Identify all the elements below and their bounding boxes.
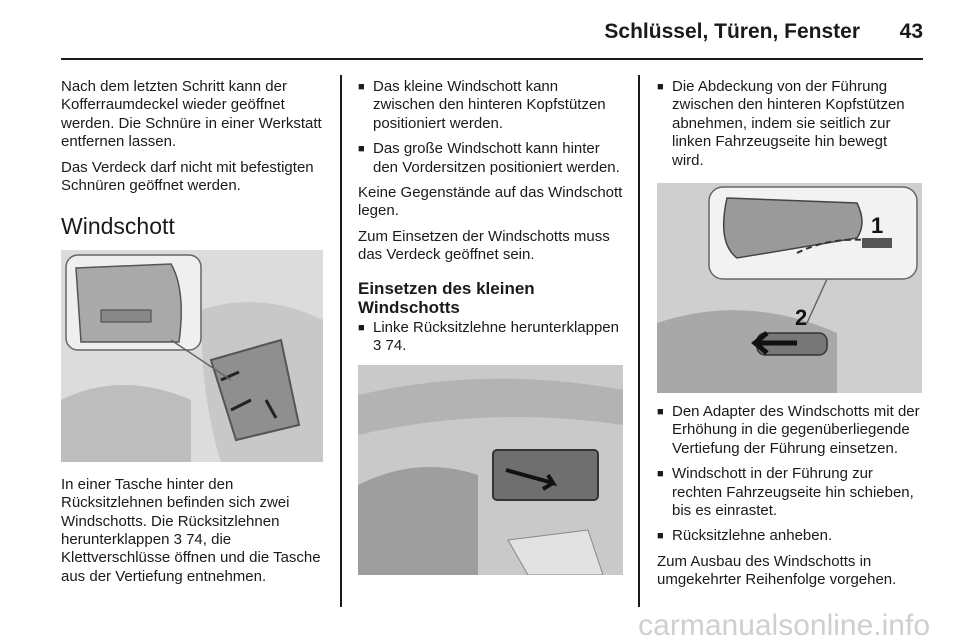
bullet-item-remove-cover: [657, 78, 922, 170]
paragraph-roof-warning: Das Verdeck darf nicht mit befestigten Schnüren geöffnet werden.: [61, 158, 314, 195]
bullet-icon: ■: [657, 530, 664, 543]
paragraph-removal: Zum Ausbau des Windschotts in umgekehrter Reihenfolge vorgehen.: [657, 552, 897, 589]
bullet-text: Das kleine Windschott kann zwischen den hinteren Kopfstützen positioniert werden.: [373, 78, 606, 132]
column-3: [657, 78, 922, 590]
paragraph-roof-open: Zum Einsetzen der Windschotts muss das Verdeck geöffnet sein.: [358, 227, 610, 264]
illustration-seat-pocket: [358, 365, 623, 575]
bullet-text: Den Adapter des Windschotts mit der Erhöhung in die gegenüberliegende Vertiefung der Führung einsetzen.: [672, 403, 920, 457]
bullet-item-slide-windschott: [657, 465, 922, 520]
column-divider-1: [340, 75, 342, 607]
header-rule: [61, 58, 923, 60]
bullet-item-insert-adapter: [657, 403, 922, 458]
column-divider-2: [638, 75, 640, 607]
bullet-item-raise-seat: [657, 527, 922, 545]
callout-number-1: 1: [871, 213, 884, 239]
bullet-icon: ■: [358, 81, 365, 93]
bullet-item-large-windschott: [358, 140, 623, 177]
bullet-item-fold-seat: [358, 319, 623, 356]
bullet-icon: ■: [358, 321, 365, 334]
watermark-text: carmanualsonline.info: [638, 609, 930, 642]
bullet-text: Rücksitzlehne anheben.: [672, 527, 833, 545]
illustration-windschott-bag: [61, 250, 323, 462]
bullet-icon: ■: [358, 143, 365, 156]
bullet-text: Windschott in der Führung zur rechten Fahrzeugseite hin schieben, bis es einrastet.: [672, 465, 914, 520]
bullet-item-small-windschott: [358, 78, 623, 133]
subheading-small-windschott: Einsetzen des kleinen Windschotts: [358, 278, 535, 317]
paragraph-trunk-lid: Nach dem letzten Schritt kann der Kofferraumdeckel wieder geöffnet werden. Die Schnüre in einer Werkstatt entfernen lassen.: [61, 78, 322, 151]
bullet-icon: ■: [657, 406, 664, 419]
column-1: [61, 78, 329, 586]
paragraph-no-objects: Keine Gegenstände auf das Windschott legen.: [358, 184, 623, 220]
column-2: [358, 78, 623, 575]
bullet-text: Die Abdeckung von der Führung zwischen den hinteren Kopfstützen abnehmen, indem sie seitlich zur linken Fahrzeugseite hin bewegt wird.: [672, 78, 905, 169]
bullet-icon: ■: [657, 81, 664, 93]
paragraph-bag-location: In einer Tasche hinter den Rücksitzlehnen befinden sich zwei Windschotts. Die Rücksitzlehnen herunterklappen 3 74, die Klettverschlüsse öffnen und die Tasche aus der Vertiefung entnehmen.: [61, 475, 321, 585]
page-number: 43: [899, 20, 923, 43]
bullet-text: Linke Rücksitzlehne herunterklappen 3 74.: [373, 318, 619, 355]
page-header-title: Schlüssel, Türen, Fenster: [604, 20, 860, 43]
illustration-guide-cover: [657, 183, 922, 393]
callout-number-2: 2: [795, 305, 808, 331]
bullet-icon: ■: [657, 468, 664, 481]
section-title-windschott: Windschott: [61, 213, 175, 240]
bullet-text: Das große Windschott kann hinter den Vordersitzen positioniert werden.: [373, 140, 620, 176]
